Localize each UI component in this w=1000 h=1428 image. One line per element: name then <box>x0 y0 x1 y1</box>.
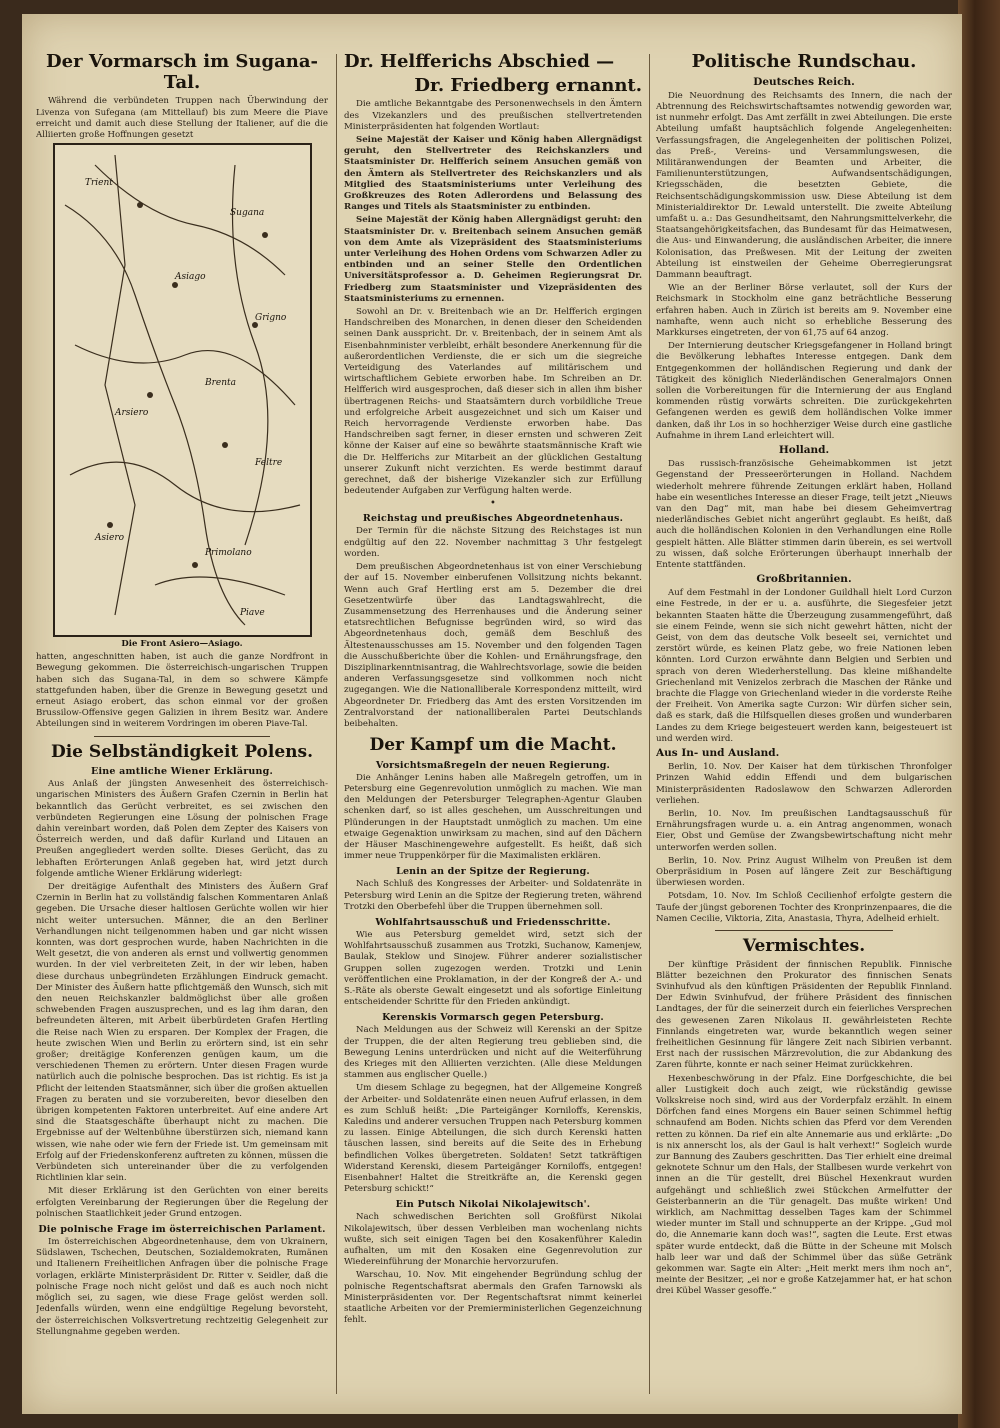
section-subtitle: Reichstag und preußisches Abgeordnetenhaus. <box>362 513 624 525</box>
region-heading: Holland. <box>778 444 830 457</box>
article-paragraph: Seine Majestät der König haben Allergnädigst geruht: den Staatsminister Dr. v. Breitenbach seinem Ansuchen gemäß von dem Amte als Vizepräsident des Staatsministeriums unter Verleihung des Hohen Ordens vom Schwarzen Adler zu entbinden und an seiner Stelle den Ordentlichen Universitätsprofessor a. D. Geheimen Regierungsrat Dr. Friedberg zum Staatsminister und Vizepräsidenten des Staatsministeriums zu ernennen. <box>344 215 642 304</box>
news-item: Berlin, 10. Nov. Prinz August Wilhelm von Preußen ist dem Oberpräsidium in Posen auf längere Zeit zur Beschäftigung überwiesen worden. <box>656 855 952 889</box>
map-label: Asiero <box>94 533 124 544</box>
article-title: Dr. Friedberg ernannt. <box>414 74 642 96</box>
column-2 <box>344 52 642 1404</box>
article-paragraph: Der Termin für die nächste Sitzung des Reichstages ist nun endgültig auf den 22. November nachmittag 3 Uhr festgelegt worden. <box>344 526 642 559</box>
article-title: Der Kampf um die Macht. <box>369 735 617 756</box>
region-heading: Deutsches Reich. <box>753 75 855 88</box>
map-caption: Die Front Asiero—Asiago. <box>121 639 243 650</box>
section-subtitle: Wohlfahrtsausschuß und Friedensschritte. <box>375 916 611 928</box>
map-label: Brenta <box>204 378 236 389</box>
article-paragraph: Der künftige Präsident der finnischen Republik. Finnische Blätter bezeichnen den Prokurator des finnischen Senats Svinhufvud als den künftigen Präsidenten der Republik Finnland. Der Edwin Svinhufvud, der frühere Präsident des finnischen Landtages, der für die seinerzeit durch ein feierliches Versprechen des gewesenen Zaren Nikolaus II. gewährleisteten Rechte Finnlands eingetreten war, wurde bekanntlich wegen seiner freiheitlichen Gesinnung für längere Zeit nach Sibirien verbannt. Erst nach der russischen Märzrevolution, die zur Abdankung des Zaren führte, konnte er nach seiner Heimat zurückkehren. <box>656 959 952 1071</box>
newspaper-page <box>22 14 962 1414</box>
article-paragraph: Das russisch-französische Geheimabkommen ist jetzt Gegenstand der Presseerörterungen in Holland. Nachdem wiederholt mehrere führende Zeitungen erklärt haben, Holland habe ein wesentliches Interesse an dieser Frage, teilt jetzt „Nieuws van den Dag“ mit, man habe bei diesem Geheimvertrag niederländisches Gebiet nicht angerührt geglaubt. Es heißt, daß auch die holländischen Kolonien in den Verhandlungen eine Rolle gespielt hätten. Alle Blätter stimmen darin überein, es sei wertvoll zu wissen, daß solche Erörterungen überhaupt innerhalb der Entente stattfänden. <box>656 459 952 570</box>
map-label: Primolano <box>204 548 252 559</box>
article-paragraph: Wie an der Berliner Börse verlautet, soll der Kurs der Reichsmark in Stockholm eine ganz beträchtliche Besserung erfahren haben. Auch in Zürich ist bereits am 9. November eine namhafte, wenn auch nicht so erhebliche Besserung des Markkurses eingetreten, der von 61,75 auf 64 anzog. <box>656 283 952 339</box>
divider <box>94 736 269 737</box>
section-subtitle: Lenin an der Spitze der Regierung. <box>396 866 590 878</box>
article-paragraph: Während die verbündeten Truppen nach Überwindung der Livenza von Sufegana (am Mittellauf) bis zum Meere die Piave erreicht und damit auch diese Stellung der Italiener, auf die die Alliierten große Hoffnungen gesetzt <box>36 96 328 140</box>
article-paragraph: Nach Meldungen aus der Schweiz will Kerenski an der Spitze der Truppen, die der alten Regierung treu geblieben sind, die Bewegung Lenins unterdrücken und nicht auf die Weiterführung des Krieges mit den Alliierten verzichten. (Alle diese Meldungen stammen aus englischer Quelle.) <box>344 1025 642 1081</box>
news-item: Berlin, 10. Nov. Der Kaiser hat dem türkischen Thronfolger Prinzen Wahid eddin Effendi und dem bulgarischen Ministerpräsidenten Radoslawow den Schwarzen Adlerorden verliehen. <box>656 762 952 806</box>
article-title: Der Vormarsch im Sugana-Tal. <box>46 52 318 93</box>
section-title: Vermischtes. <box>742 935 866 956</box>
divider-dot: • <box>490 498 496 510</box>
article-title: Dr. Helfferichs Abschied — <box>344 52 615 72</box>
divider <box>715 930 893 931</box>
section-title: Politische Rundschau. <box>691 52 917 72</box>
article-paragraph: Warschau, 10. Nov. Mit eingehender Begründung schlug der polnische Regentschaftsrat abermals den Grafen Tarnowski als Ministerpräsidenten vor. Der Regentschaftsrat nimmt keinerlei staatliche Arbeiten vor der Premierministerlichen Gegenzeichnung fehlt. <box>344 1270 642 1326</box>
article-paragraph: hatten, angeschnitten haben, ist auch die ganze Nordfront in Bewegung gekommen. Die österreichisch-ungarischen Truppen haben sich das Sugana-Tal, in dem so schwere Kämpfe stattgefunden haben, über die Grenze in Bewegung gesetzt und erneut Asiago erobert, das schon einmal vor der großen Brussilow-Offensive gegen Galizien in ihrem Besitz war. Andere Abteilungen sind in weiterem Vordringen im oberen Piave-Tal. <box>36 652 328 730</box>
article-paragraph: Der dreitägige Aufenthalt des Ministers des Äußern Graf Czernin in Berlin hat zu vollständig falschen Kommentaren Anlaß gegeben. Die Ursache dieser haltlosen Gerüchte wollen wir hier nicht weiter untersuchen. Männer, die an den Berliner Verhandlungen nicht teilgenommen haben und gar nicht wissen konnten, was dort gesprochen wurde, haben Nachrichten in die Welt gesetzt, die von anderen als ernst und vollwertig genommen wurden. In der viel verbreiteten Zeit, in der wir leben, haben diese durchaus unbegründeten Erzählungen Eindruck gemacht. Der Minister des Äußern hatte pflichtgemäß den Wunsch, sich mit den neuen Reichskanzler baldmöglichst über alle großen schwebenden Fragen auszusprechen, und es lag ihm daran, den befreundeten älteren, mit Arbeit überbürdeten Grafen Hertling die Reise nach Wien zu ersparen. Der Komplex der Fragen, die heute zwischen Wien und Berlin zu erörtern sind, ist ein sehr großer; dreitägige Konferenzen genügen kaum, um die verschiedenen Themen zu erörtern. Unter diesen Fragen wurde natürlich auch die polnische besprochen. Das ist richtig. Es ist ja Pflicht der leitenden Staatsmänner, sich über die großen aktuellen Fragen zu beraten und sie vorzubereiten, bevor dieselben den übrigen kompetenten Faktoren unterbreitet. Auf eine andere Art sind die Staatsgeschäfte überhaupt nicht zu machen. Die Ergebnisse auf der Weltenbühne überstürzen sich, niemand kann wissen, wie nahe oder wie fern der Friede ist. Um gemeinsam mit Erfolg auf der Friedenskonferenz auftreten zu können, müssen die Verbündeten sich untereinander über die zu verfolgenden Richtlinien klar sein. <box>36 881 328 1184</box>
article-paragraph: Dem preußischen Abgeordnetenhaus ist von einer Verschiebung der auf 15. November einberufenen Vollsitzung nichts bekannt. Wenn auch Graf Hertling erst am 5. Dezember die drei Gesetzentwürfe über das Landtagswahlrecht, die Zusammensetzung des Herrenhauses und die Änderung seiner etatsrechtlichen Befugnisse begründen wird, so wird das Abgeordnetenhaus doch, gemäß dem Beschluß des Ältestenausschusses am 15. November und den folgenden Tagen die Ausschußberichte über die Kohlen- und Ernährungsfrage, den Disziplinarkenntnisantrag, die Wahlrechtsvorlage, sowie die beiden anderen Verfassungsgesetze sind vollkommen noch nicht zugegangen. Wie die Nationalliberale Korrespondenz mitteilt, wird Abgeordneter Dr. Friedberg das Amt des ersten Vorsitzenden im Zentralvorstand der nationalliberalen Partei Deutschlands beibehalten. <box>344 562 642 729</box>
article-title: Die Selbständigkeit Polens. <box>50 741 313 762</box>
article-paragraph: Hexenbeschwörung in der Pfalz. Eine Dorfgeschichte, die bei aller Lustigkeit doch auch zeigt, wie rückständig gewisse Volkskreise noch sind, wird aus der Vorderpfalz erzählt. In einem Dörfchen fand eines Morgens ein Bauer seinen Schimmel heftig schnaufend am Boden. Nichts schien das Pferd vor dem Verenden retten zu können. Da rief ein alte Annemarie aus und erklärte: „Do is nix annerscht los, als der Gaul is halt verhext!“ Sogleich wurde zur Bannung des Zaubers geschritten. Das Tier erhielt eine dreimal geknotete Schnur um den Hals, der Stallbesen wurde verkehrt von innen an die Tür gestellt, drei Büschel Hexenkraut wurden aufgehängt und schließlich zwei Stückchen Armelfutter der Geisterbannerin an die Tür genagelt. Das mußte wirken! Und wirklich, am Nachmittag desselben Tages kam der Schimmel wieder munter im Stall und schnupperte an der Krippe. „Gud mol do, die Annemarie kann doch was!“, sagten die Leute. Erst etwas später wurde entdeckt, daß die Bütte in der Scheune mit Molsch halb leer war und daß der Schimmel über das süße Getränk gekommen war. Sagte ein Alter: „Heit merkt mers ihm noch an“, meinte der Besitzer, „ei nor e große Katzejammer hat, er hat schon drei Kübel Wasser gesoffe.“ <box>656 1073 952 1297</box>
news-item: Potsdam, 10. Nov. Im Schloß Cecilienhof erfolgte gestern die Taufe der jüngst geborenen Tochter des Kronprinzenpaares, die die Namen Cecilie, Viktoria, Zita, Anastasia, Thyra, Adelheid erhielt. <box>656 891 952 924</box>
article-paragraph: Nach Schluß des Kongresses der Arbeiter- und Soldatenräte in Petersburg wird Lenin an die Spitze der Regierung treten, während Trotzki den Oberbefehl über die Truppen übernehmen soll. <box>344 879 642 912</box>
section-subtitle: Die polnische Frage im österreichischen Parlament. <box>38 1224 326 1236</box>
front-map <box>53 143 312 637</box>
article-paragraph: Auf dem Festmahl in der Londoner Guildhall hielt Lord Curzon eine Festrede, in der er u. a. ausführte, die Siegesfeier jetzt bekannten Staaten hätte die Überzeugung zusammengeführt, daß sie einem Feinde, wenn sie sich nicht gewehrt hätten, nicht der Geist, von dem das deutsche Volk beseelt sei, vernichtet und zerstört würde, es keinen Platz gebe, wo freie Nationen leben könnten. Lord Curzon erwähnte dann Belgien und Serbien und sprach von deren Wiederherstellung. Das kleine mißhandelte Griechenland mit Venizelos zerbrach die Maschen der Ränke und brachte die Flagge von Griechenland wieder in die vorderste Reihe der Freiheit. Von Amerika sagte Curzon: Wir dürfen sicher sein, daß es stark, daß die Hilfsquellen dieses großen und wunderbaren Landes zu dem Kriege beigesteuert werden kann, beigesteuert ist und werden wird. <box>656 588 952 744</box>
column-rule <box>336 54 337 1394</box>
region-heading: Großbritannien. <box>756 573 852 586</box>
column-3 <box>656 52 952 1404</box>
article-paragraph: Im österreichischen Abgeordnetenhause, dem von Ukrainern, Südslawen, Tschechen, Deutschen, Sozialdemokraten, Rumänen und Italienern Freiheitlichen Anfragen über die polnische Frage vorlagen, erklärte Ministerpräsident Dr. Ritter v. Seidler, daß die polnische Frage noch nicht gelöst und daß es auch noch nicht möglich sei, zu sagen, wie diese Frage gelöst werden soll. Jedenfalls würden, wenn eine endgültige Regelung bevorsteht, der österreichischen Volksvertretung rechtzeitig Gelegenheit zur Stellungnahme gegeben werden. <box>36 1237 328 1337</box>
article-subtitle: Vorsichtsmaßregeln der neuen Regierung. <box>375 759 611 771</box>
column-1 <box>36 52 328 1404</box>
column-rule <box>649 54 650 1394</box>
section-subtitle: Kerenskis Vormarsch gegen Petersburg. <box>382 1012 604 1024</box>
map-label: Feltre <box>254 458 282 469</box>
article-paragraph: Der Internierung deutscher Kriegsgefangener in Holland bringt die Bevölkerung lebhaftes Interesse entgegen. Dank dem Entgegenkommen der holländischen Regierung und dank der Tätigkeit des königlich Niederländischen Generalmajors Onnen sollen die Vorbereitungen für die Internierung der aus England kommenden rüstig vorwärts schreiten. Die zurückgekehrten Gefangenen werden es gewiß dem holländischen Volke immer danken, daß ihr Los in so hochherziger Weise durch eine gastliche Aufnahme in ihrem Land erleichtert will. <box>656 341 952 441</box>
map-label: Grigno <box>254 313 286 324</box>
map-label: Arsiero <box>114 408 148 419</box>
article-paragraph: Wie aus Petersburg gemeldet wird, setzt sich der Wohlfahrtsausschuß zusammen aus Trotzki, Suchanow, Kamenjew, Baulak, Steklow und Sinojew. Führer anderer sozialistischer Gruppen sollen zugezogen werden. Trotzki und Lenin veröffentlichen eine Proklamation, in der der Kongreß der A.- und S.-Räte als oberste Gewalt eingesetzt und als sofortige Einleitung entscheidender Schritte für den Frieden ankündigt. <box>344 929 642 1008</box>
article-paragraph: Aus Anlaß der jüngsten Anwesenheit des österreichisch-ungarischen Ministers des Äußern Grafen Czernin in Berlin hat bekanntlich das Gerücht verbreitet, es sei zwischen den verbündeten Regierungen eine Lösung der polnischen Frage dahin vereinbart worden, daß Polen dem Zepter des Kaisers von Österreich werden, und daß dafür Kurland und Litauen an Preußen angegliedert werden sollte. Dieses Gerücht, das zu lebhaften Erörterungen Anlaß gegeben hat, wird jetzt durch folgende amtliche Wiener Erklärung widerlegt: <box>36 779 328 879</box>
article-paragraph: Nach schwedischen Berichten soll Großfürst Nikolai Nikolajewitsch, über dessen Verbleiben man wochenlang nichts wußte, sich seit einigen Tagen bei den Kosakenführer Kaledin aufhalten, um mit den Kosaken eine Gegenrevolution zur Wiedereinführung der Monarchie hervorzurufen. <box>344 1212 642 1268</box>
map-label: Piave <box>239 608 265 619</box>
map-drawing <box>55 145 310 635</box>
region-heading: Aus In- und Ausland. <box>656 747 780 760</box>
article-paragraph: Die Neuordnung des Reichsamts des Innern, die nach der Abtrennung des Reichswirtschaftsamtes notwendig geworden war, ist nunmehr erfolgt. Das Amt zerfällt in zwei Abteilungen. Die erste Abteilung umfaßt hauptsächlich folgende Angelegenheiten: Verfassungsfragen, die Angelegenheiten der politischen Polizei, das Preß-, Vereins- und Versammlungswesen, die Militäranwendungen der Beamten und Arbeiter, die Familienunterstützungen, Aufwandsentschädigungen, Kriegsschäden, die besetzten Gebiete, die Reichsentschädigungskommission usw. Diese Abteilung ist dem Ministerialdirektor Dr. Lewald unterstellt. Die zweite Abteilung umfaßt u. a.: Das Gesundheitsamt, den Nahrungsmittelverkehr, die Staatsangehörigkeitsfachen, das Bundesamt für das Heimatwesen, die Aus- und Einwanderung, die ausländischen Arbeiter, die innere Kolonisation, das Preßwesen. Mit der Leitung der zweiten Abteilung ist einstweilen der Geheime Oberregierungsrat Dammann beauftragt. <box>656 90 952 280</box>
article-paragraph: Sowohl an Dr. v. Breitenbach wie an Dr. Helfferich ergingen Handschreiben des Monarchen, in denen dieser den Scheidenden seinen Dank ausspricht. Dr. v. Breitenbach, der in seinem Amt als Eisenbahnminister verbleibt, erhält besondere Anerkennung für die außerordentlichen Verdienste, die er sich um die siegreiche Verteidigung des Vaterlandes auf militärischem und wirtschaftlichem Gebiete erworben habe. Im Schreiben an Dr. Helfferich wird ausgesprochen, daß dieser sich in allen ihm bisher übertragenen Reichs- und Staatsämtern durch vorbildliche Treue und erfolgreiche Arbeit ausgezeichnet und sich um Kaiser und Reich hervorragende Verdienste erworben habe. Das Handschreiben sagt ferner, in dieser ernsten und schweren Zeit könne der Kaiser auf eine so bewährte staatsmännische Kraft wie die Dr. Helfferichs zur Mitarbeit an der glücklichen Gestaltung unserer Zukunft nicht verzichten. Es werde bestimmt darauf gerechnet, daß der bisherige Vizekanzler sich zur Erfüllung bedeutender Aufgaben zur Verfügung halten werde. <box>344 307 642 497</box>
map-label: Sugana <box>229 208 264 219</box>
section-subtitle: Ein Putsch Nikolai Nikolajewitsch'. <box>395 1199 591 1211</box>
article-subtitle: Eine amtliche Wiener Erklärung. <box>91 766 273 778</box>
article-paragraph: Die amtliche Bekanntgabe des Personenwechsels in den Ämtern des Vizekanzlers und des preußischen stellvertretenden Ministerpräsidenten hat folgenden Wortlaut: <box>344 99 642 132</box>
article-paragraph: Um diesem Schlage zu begegnen, hat der Allgemeine Kongreß der Arbeiter- und Soldatenräte einen neuen Aufruf erlassen, in dem es zum Schluß heißt: „Die Parteigänger Korniloffs, Kerenskis, Kaledins und anderer versuchen Truppen nach Petersburg kommen zu lassen. Einige Abteilungen, die sich durch Kerenski hatten täuschen lassen, sind bereits auf die Seite des in Erhebung befindlichen Volkes übergetreten. Soldaten! Setzt tatkräftigen Widerstand Kerenski, diesem Parteigänger Korniloffs, entgegen! Eisenbahner! Haltet die Streitkräfte an, die Kerenski gegen Petersburg schickt!“ <box>344 1083 642 1195</box>
article-paragraph: Die Anhänger Lenins haben alle Maßregeln getroffen, um in Petersburg eine Gegenrevolution unmöglich zu machen. Wie man den Meldungen der Petersburger Telegraphen-Agentur Glauben schenken darf, so ist alles geschehen, um Ausschreitungen und Plünderungen in der Hauptstadt unmöglich zu machen. Um eine etwaige Gegenaktion unwirksam zu machen, sind auf den Dächern der Häuser Maschinengewehre aufgestellt. Es heißt, daß sich immer neue Truppenkörper für die Maximalisten erklären. <box>344 772 642 862</box>
article-paragraph: Seine Majestät der Kaiser und König haben Allergnädigst geruht, den Stellvertreter des Reichskanzlers und Staatsminister Dr. Helfferich seinem Ansuchen gemäß von den Ämtern als Stellvertreter des Reichskanzlers und als Mitglied des Staatsministeriums unter Verleihung des Großkreuzes des Roten Adlerordens und Belassung des Ranges und Titels als Staatsminister zu entbinden. <box>344 134 642 213</box>
book-binding <box>958 0 1000 1428</box>
article-paragraph: Mit dieser Erklärung ist den Gerüchten von einer bereits erfolgten Vereinbarung der Regierungen über die Regelung der polnischen Staatlichkeit jeder Grund entzogen. <box>36 1186 328 1219</box>
map-label: Asiago <box>174 272 206 283</box>
news-item: Berlin, 10. Nov. Im preußischen Landtagsausschuß für Ernährungsfragen wurde u. a. ein Antrag angenommen, wonach Eier, Obst und Gemüse der Zwangsbewirtschaftung nicht mehr unterworfen werden sollen. <box>656 808 952 853</box>
map-label: Trient <box>84 178 113 189</box>
